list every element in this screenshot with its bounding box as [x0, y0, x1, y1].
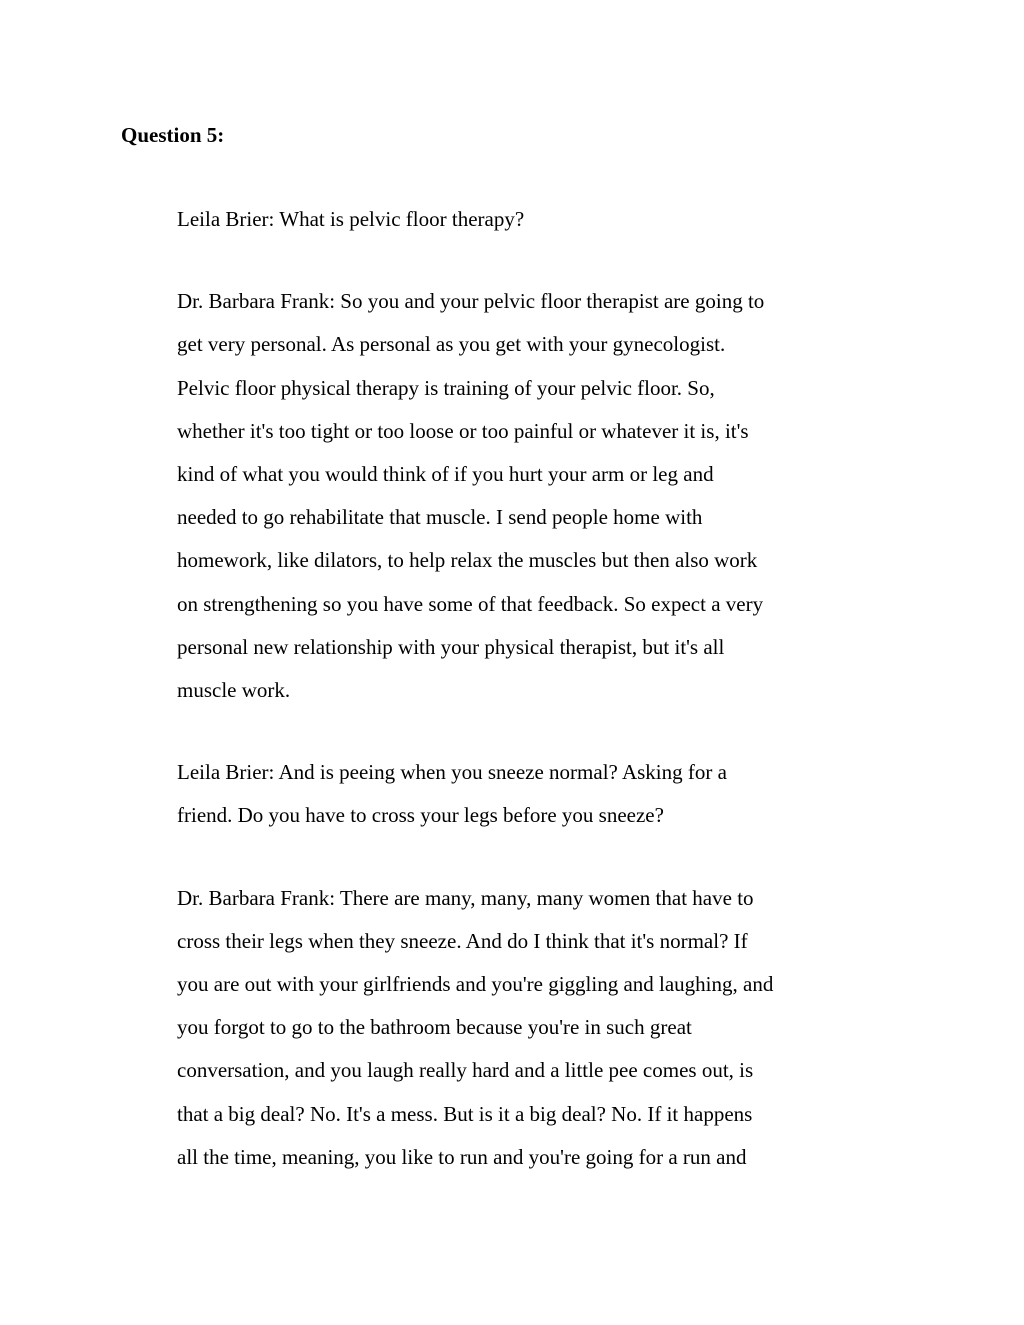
text-line: you are out with your girlfriends and you're giggling and laughing, and — [177, 972, 774, 997]
text-line: muscle work. — [177, 678, 291, 703]
text-line: cross their legs when they sneeze. And do I think that it's normal? If — [177, 928, 748, 953]
transcript-paragraph-barbara-2 — [177, 877, 849, 1179]
text-line: get very personal. As personal as you get with your gynecologist. — [177, 332, 726, 357]
transcript-paragraph-leila-2 — [177, 751, 849, 837]
transcript-body — [177, 198, 849, 1218]
text-line: Dr. Barbara Frank: So you and your pelvic floor therapist are going to — [177, 289, 765, 314]
transcript-paragraph-leila-1 — [177, 198, 849, 241]
text-line: Leila Brier: And is peeing when you sneeze normal? Asking for a — [177, 760, 727, 785]
text-line: kind of what you would think of if you hurt your arm or leg and — [177, 462, 714, 487]
text-line: that a big deal? No. It's a mess. But is it a big deal? No. If it happens — [177, 1101, 753, 1126]
text-line: needed to go rehabilitate that muscle. I send people home with — [177, 505, 703, 530]
text-line: Dr. Barbara Frank: There are many, many, many women that have to — [177, 885, 754, 910]
text-line: on strengthening so you have some of that feedback. So expect a very — [177, 591, 764, 616]
text-line: Leila Brier: What is pelvic floor therapy? — [177, 207, 525, 231]
text-line: whether it's too tight or too loose or too painful or whatever it is, it's — [177, 418, 749, 443]
question-heading: Question 5: — [121, 123, 225, 147]
text-line: you forgot to go to the bathroom because you're in such great — [177, 1015, 692, 1040]
text-line: conversation, and you laugh really hard and a little pee comes out, is — [177, 1058, 754, 1083]
text-line: all the time, meaning, you like to run and you're going for a run and — [177, 1144, 747, 1169]
text-line: homework, like dilators, to help relax the muscles but then also work — [177, 548, 758, 573]
text-line: personal new relationship with your physical therapist, but it's all — [177, 634, 725, 659]
text-line: friend. Do you have to cross your legs before you sneeze? — [177, 803, 664, 828]
transcript-paragraph-barbara-1 — [177, 280, 849, 712]
text-line: Pelvic floor physical therapy is training of your pelvic floor. So, — [177, 375, 715, 400]
